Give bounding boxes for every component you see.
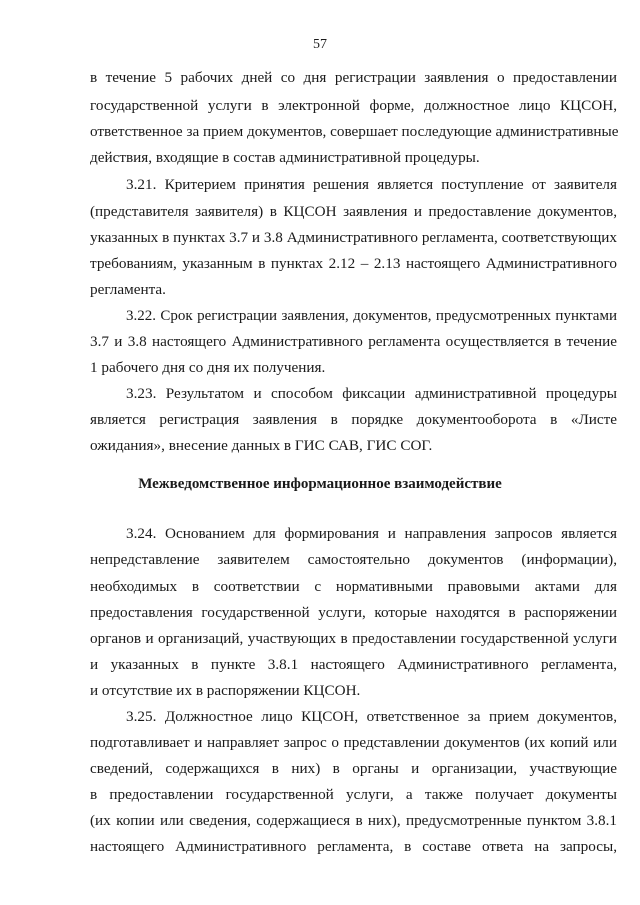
text-line: сведений, содержащихся в них) в органы и организации, участвующие <box>90 760 617 777</box>
text-line: (представителя заявителя) в КЦСОН заявления и предоставление документов, <box>90 203 617 220</box>
text-line: 1 рабочего дня со дня их получения. <box>90 359 326 376</box>
text-line: в течение 5 рабочих дней со дня регистрации заявления о предоставлении <box>90 69 617 86</box>
text-line: необходимых в соответствии с нормативными правовыми актами для <box>90 578 617 595</box>
text-line: предоставления государственной услуги, которые находятся в распоряжении <box>90 604 617 621</box>
text-line: регламента. <box>90 281 166 298</box>
text-line: подготавливает и направляет запрос о представлении документов (их копий или <box>90 734 617 751</box>
text-line: (их копии или сведения, содержащиеся в них), предусмотренные пунктом 3.8.1 <box>90 812 617 829</box>
page-number: 57 <box>313 37 327 52</box>
text-line: настоящего Административного регламента, в составе ответа на запросы, <box>90 838 617 855</box>
text-line: и указанных в пункте 3.8.1 настоящего Административного регламента, <box>90 656 617 673</box>
text-line: требованиям, указанным в пунктах 2.12 – 2.13 настоящего Административного <box>90 255 617 272</box>
text-line: органов и организаций, участвующих в предоставлении государственной услуги <box>90 630 617 647</box>
text-line: 3.21. Критерием принятия решения является поступление от заявителя <box>126 176 617 193</box>
text-line: и отсутствие их в распоряжении КЦСОН. <box>90 682 361 699</box>
text-line: 3.22. Срок регистрации заявления, документов, предусмотренных пунктами <box>126 308 617 324</box>
text-line: является регистрация заявления в порядке документооборота в «Листе <box>90 411 617 428</box>
text-line: 3.23. Результатом и способом фиксации административной процедуры <box>126 385 617 402</box>
text-line: непредставление заявителем самостоятельно документов (информации), <box>90 551 617 568</box>
text-line: указанных в пунктах 3.7 и 3.8 Административного регламента, соответствующих <box>90 229 617 246</box>
text-line: ожидания», внесение данных в ГИС САВ, ГИС СОГ. <box>90 437 433 454</box>
text-line: государственной услуги в электронной форме, должностное лицо КЦСОН, <box>90 97 617 114</box>
section-heading: Межведомственное информационное взаимодействие <box>138 476 502 492</box>
text-line: в предоставлении государственной услуги, а также получает документы <box>90 786 617 803</box>
text-line: 3.7 и 3.8 настоящего Административного регламента осуществляется в течение <box>90 333 617 350</box>
text-line: 3.24. Основанием для формирования и направления запросов является <box>126 525 617 542</box>
text-line: ответственное за прием документов, совершает последующие административные <box>90 123 619 140</box>
text-line: действия, входящие в состав административной процедуры. <box>90 149 480 166</box>
text-line: 3.25. Должностное лицо КЦСОН, ответственное за прием документов, <box>126 708 617 725</box>
